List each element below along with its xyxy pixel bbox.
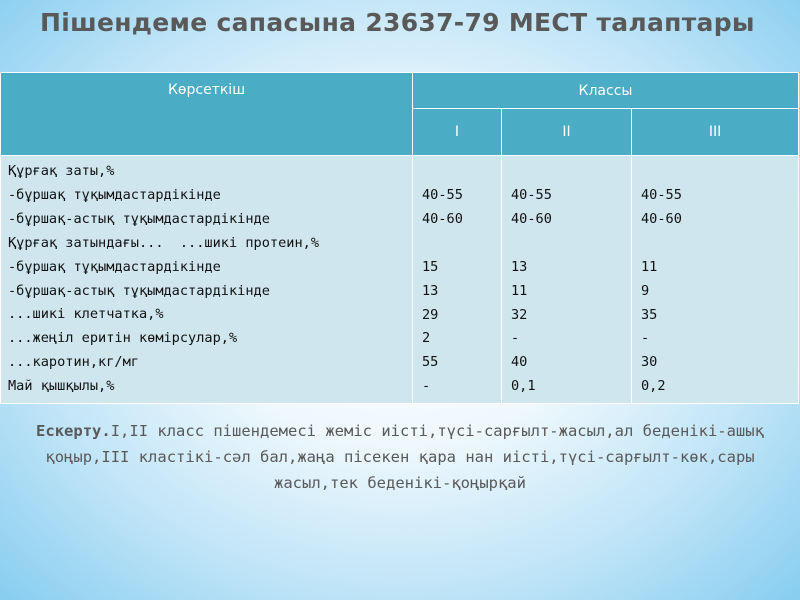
value-line: 0,1 [511, 378, 536, 395]
indicator-line: ...каротин,кг/мг [8, 354, 139, 371]
value-line: 32 [511, 306, 528, 323]
indicator-line: ...шикі клетчатка,% [8, 306, 164, 323]
value-line: - [511, 330, 520, 347]
class-header-2: II [502, 109, 632, 156]
class-header-1: I [413, 109, 502, 156]
indicator-line: -бұршақ-астық тұқымдастардікінде [8, 282, 270, 299]
value-line: 0,2 [641, 378, 666, 395]
value-line: 40 [511, 354, 528, 371]
value-line: 29 [422, 306, 439, 323]
value-line [641, 232, 794, 256]
value-line: 13 [422, 282, 439, 299]
class-2-values [502, 156, 632, 404]
value-line [511, 232, 627, 256]
indicator-line: -бұршақ тұқымдастардікінде [8, 186, 221, 203]
quality-requirements-table [0, 72, 799, 404]
value-line: 55 [422, 354, 439, 371]
value-list [422, 184, 497, 399]
indicator-line: Май қышқылы,% [8, 378, 115, 395]
class-1-values [413, 156, 502, 404]
value-line: 40-55 [511, 187, 552, 203]
value-line: 2 [422, 330, 431, 347]
note-text: I,II класс пішендемесі жеміс иісті,түсі-сарғылт-жасыл,ал беденікі-ашық қоңыр,III кластікі-сәл бал,жаңа пісекен қара нан иісті,түсі-сарғылт-көк,сары жасыл,тек беденікі-қоңырқай [45, 422, 764, 492]
value-line: 40-60 [422, 210, 463, 227]
value-line: 9 [641, 282, 650, 299]
value-line: 40-55 [641, 187, 682, 203]
note-label: Ескерту. [36, 422, 111, 440]
value-list [511, 184, 627, 399]
value-line: 40-60 [511, 210, 552, 227]
value-list [641, 184, 794, 399]
table-row [1, 156, 799, 404]
indicators-cell [1, 156, 413, 404]
page-title: Пішендеме сапасына 23637-79 МЕСТ талаптары [40, 8, 755, 37]
indicator-line: -бұршақ-астық тұқымдастардікінде [8, 210, 270, 227]
classes-header: Классы [413, 73, 799, 109]
value-line [422, 232, 497, 256]
indicator-line: Құрғақ затындағы... ...шикі протеин,% [8, 234, 319, 251]
header-row [1, 73, 799, 109]
value-line: 40-60 [641, 210, 682, 227]
class-3-values [632, 156, 799, 404]
value-line: 11 [511, 282, 528, 299]
value-line: - [641, 330, 650, 347]
indicator-line: -бұршақ тұқымдастардікінде [8, 258, 221, 275]
value-line: - [422, 378, 431, 395]
value-line: 35 [641, 306, 658, 323]
indicator-header: Көрсеткіш [1, 73, 413, 156]
indicator-list [8, 160, 408, 399]
value-line: 30 [641, 354, 658, 371]
class-header-3: III [632, 109, 799, 156]
indicator-line: Құрғақ заты,% [8, 163, 115, 179]
value-line: 40-55 [422, 187, 463, 203]
value-line: 15 [422, 258, 439, 275]
value-line: 11 [641, 258, 658, 275]
value-line: 13 [511, 258, 528, 275]
note [30, 418, 770, 496]
indicator-line: ...жеңіл еритін көмірсулар,% [8, 330, 238, 347]
